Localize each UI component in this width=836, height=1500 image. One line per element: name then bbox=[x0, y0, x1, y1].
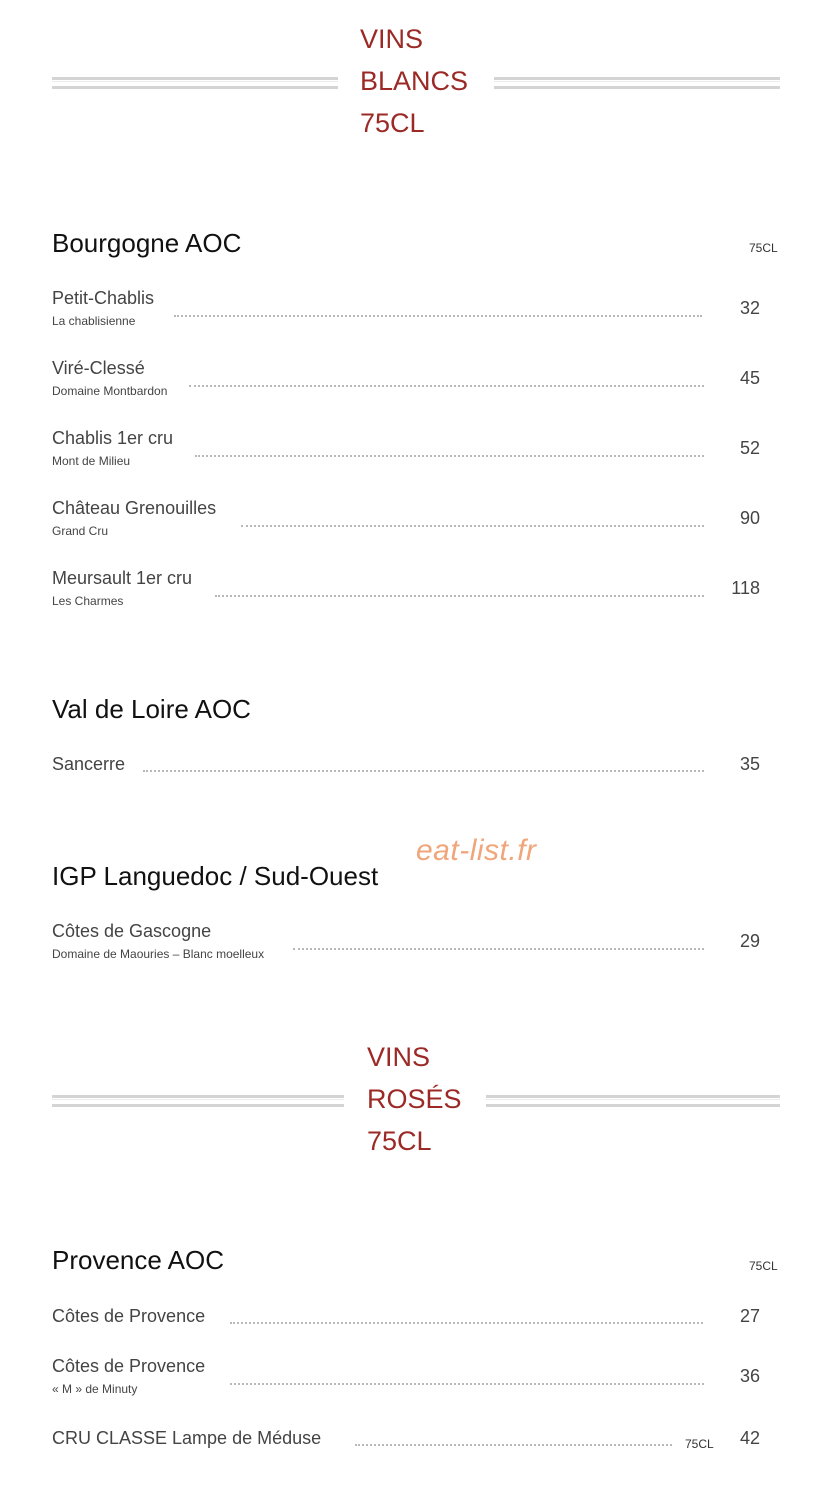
wine-price: 45 bbox=[739, 368, 760, 388]
wine-price: 118 bbox=[731, 578, 760, 598]
watermark: eat-list.fr bbox=[416, 834, 537, 867]
dotted-leader bbox=[293, 948, 704, 950]
dotted-leader bbox=[241, 525, 704, 527]
dotted-leader bbox=[195, 455, 704, 457]
wine-name: Côtes de Provence bbox=[52, 1306, 206, 1326]
menu-item-cotes-de-gascogne bbox=[52, 921, 780, 971]
section-header-vins-roses bbox=[52, 1036, 780, 1166]
wine-price: 32 bbox=[739, 298, 760, 318]
dotted-leader bbox=[189, 385, 704, 387]
wine-producer: Mont de Milieu bbox=[52, 454, 131, 468]
wine-name: Meursault 1er cru bbox=[52, 568, 193, 588]
wine-price: 27 bbox=[739, 1306, 760, 1326]
group-title-bourgogne: Bourgogne AOC bbox=[52, 228, 242, 258]
menu-item-cotes-de-provence bbox=[52, 1306, 780, 1356]
wine-producer: « M » de Minuty bbox=[52, 1382, 138, 1396]
volume-label: 75CL bbox=[685, 1437, 714, 1451]
wine-price: 52 bbox=[739, 438, 760, 458]
menu-item-meursault-1er-cru bbox=[52, 568, 780, 618]
group-title-igp-languedoc: IGP Languedoc / Sud-Ouest bbox=[52, 861, 379, 891]
menu-item-chablis-1er-cru bbox=[52, 428, 780, 478]
wine-producer: Les Charmes bbox=[52, 594, 124, 608]
group-title-provence: Provence AOC bbox=[52, 1245, 224, 1275]
wine-name: Petit-Chablis bbox=[52, 288, 155, 308]
wine-producer: Grand Cru bbox=[52, 524, 109, 538]
menu-item-sancerre bbox=[52, 754, 780, 804]
menu-item-chateau-grenouilles bbox=[52, 498, 780, 548]
dotted-leader bbox=[355, 1444, 672, 1446]
header-rule-left bbox=[52, 1095, 344, 1107]
menu-item-vire-clesse bbox=[52, 358, 780, 408]
dotted-leader bbox=[143, 770, 704, 772]
menu-item-cru-classe-lampe-de-meduse bbox=[52, 1428, 780, 1478]
dotted-leader bbox=[174, 315, 702, 317]
header-rule-right bbox=[494, 77, 780, 89]
header-rule-left bbox=[52, 77, 338, 89]
section-header-vins-blancs bbox=[52, 18, 780, 148]
volume-label: 75CL bbox=[749, 1259, 778, 1273]
menu-item-cotes-de-provence-minuty bbox=[52, 1356, 780, 1406]
dotted-leader bbox=[215, 595, 704, 597]
wine-producer: Domaine Montbardon bbox=[52, 384, 168, 398]
wine-name: Chablis 1er cru bbox=[52, 428, 174, 448]
wine-price: 42 bbox=[739, 1428, 760, 1448]
wine-name: Côtes de Provence bbox=[52, 1356, 206, 1376]
dotted-leader bbox=[230, 1383, 704, 1385]
group-title-val-de-loire: Val de Loire AOC bbox=[52, 694, 251, 724]
wine-name: Sancerre bbox=[52, 754, 126, 774]
header-rule-right bbox=[486, 1095, 780, 1107]
wine-name: CRU CLASSE Lampe de Méduse bbox=[52, 1428, 322, 1448]
section-title: VINS ROSÉS 75CL bbox=[367, 1042, 462, 1156]
wine-name: Viré-Clessé bbox=[52, 358, 145, 378]
wine-price: 29 bbox=[739, 931, 760, 951]
wine-price: 36 bbox=[739, 1366, 760, 1386]
wine-producer: La chablisienne bbox=[52, 314, 136, 328]
section-title: VINS BLANCS 75CL bbox=[360, 24, 469, 138]
dotted-leader bbox=[230, 1322, 703, 1324]
wine-name: Côtes de Gascogne bbox=[52, 921, 212, 941]
wine-price: 35 bbox=[739, 754, 760, 774]
menu-item-petit-chablis bbox=[52, 288, 780, 338]
wine-price: 90 bbox=[739, 508, 760, 528]
wine-producer: Domaine de Maouries – Blanc moelleux bbox=[52, 947, 265, 961]
wine-name: Château Grenouilles bbox=[52, 498, 217, 518]
volume-label: 75CL bbox=[749, 241, 778, 255]
